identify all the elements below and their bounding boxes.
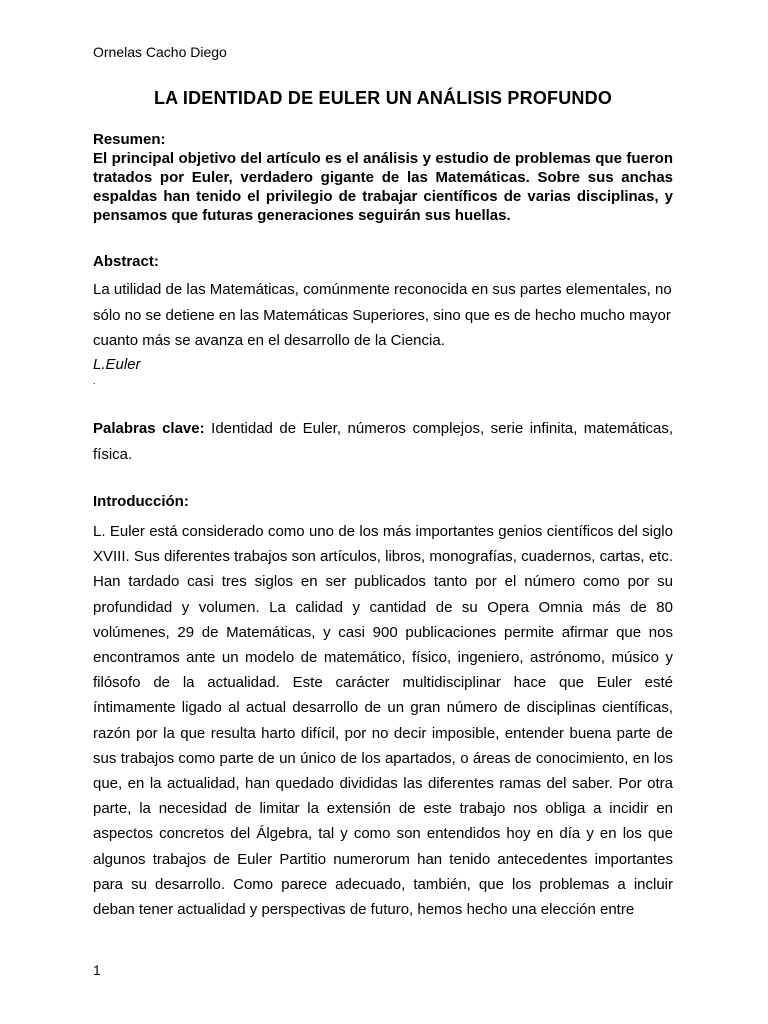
keywords-text: Identidad de Euler, números complejos, serie infinita, matemáticas, física. [93,420,673,463]
abstract-section [93,252,673,386]
introduccion-heading: Introducción: [93,493,189,510]
abstract-quote-author: L.Euler [93,355,141,373]
resumen-section [93,130,673,225]
abstract-quote: La utilidad de las Matemáticas, comúnmente reconocida en sus partes elementales, no sólo no se detiene en las Matemáticas Superiores, sino que es de hecho mucho mayor cuanto más se avanza en el desarrollo de la Ciencia. [93,281,672,349]
resumen-text: El principal objetivo del artículo es el análisis y estudio de problemas que fueron tratados por Euler, verdadero gigante de las Matemáticas. Sobre sus anchas espaldas han tenido el privilegio de trabajar científicos de varias disciplinas, y pensamos que futuras generaciones seguirán sus huellas. [93,150,673,224]
introduccion-section [93,492,673,922]
page-header-author: Ornelas Cacho Diego [93,44,227,60]
keywords-section [93,416,673,468]
page-number: 1 [93,962,101,978]
abstract-heading: Abstract: [93,253,159,270]
abstract-dot: . [93,375,96,386]
resumen-heading: Resumen: [93,131,166,148]
document-title: LA IDENTIDAD DE EULER UN ANÁLISIS PROFUNDO [153,88,613,108]
keywords-label: Palabras clave: [93,420,205,437]
introduccion-text: L. Euler está considerado como uno de los más importantes genios científicos del siglo XVIII. Sus diferentes trabajos son artículos, libros, monografías, cuadernos, cartas, etc. Han tardado casi tres siglos en ser publicados tanto por el número como por su profundidad y volumen. La calidad y cantidad de su Opera Omnia más de 80 volúmenes, 29 de Matemáticas, y casi 900 publicaciones permite afirmar que nos encontramos ante un modelo de matemático, físico, ingeniero, astrónomo, músico y filósofo de la actualidad. Este carácter multidisciplinar hace que Euler esté íntimamente ligado al actual desarrollo de un gran número de disciplinas científicas, razón por la que resulta harto difícil, por no decir imposible, entender buena parte de sus trabajos como parte de un único de los apartados, o áreas de conocimiento, en los que, en la actualidad, han quedado divididas las diferentes ramas del saber. Por otra parte, la necesidad de limitar la extensión de este trabajo nos obliga a incidir en aspectos concretos del Álgebra, tal y como son entendidos hoy en día y en los que algunos trabajos de Euler Partitio numerorum han tenido antecedentes importantes para su desarrollo. Como parece adecuado, también, que los problemas a incluir deban tener actualidad y perspectivas de futuro, hemos hecho una elección entre [93,523,673,919]
